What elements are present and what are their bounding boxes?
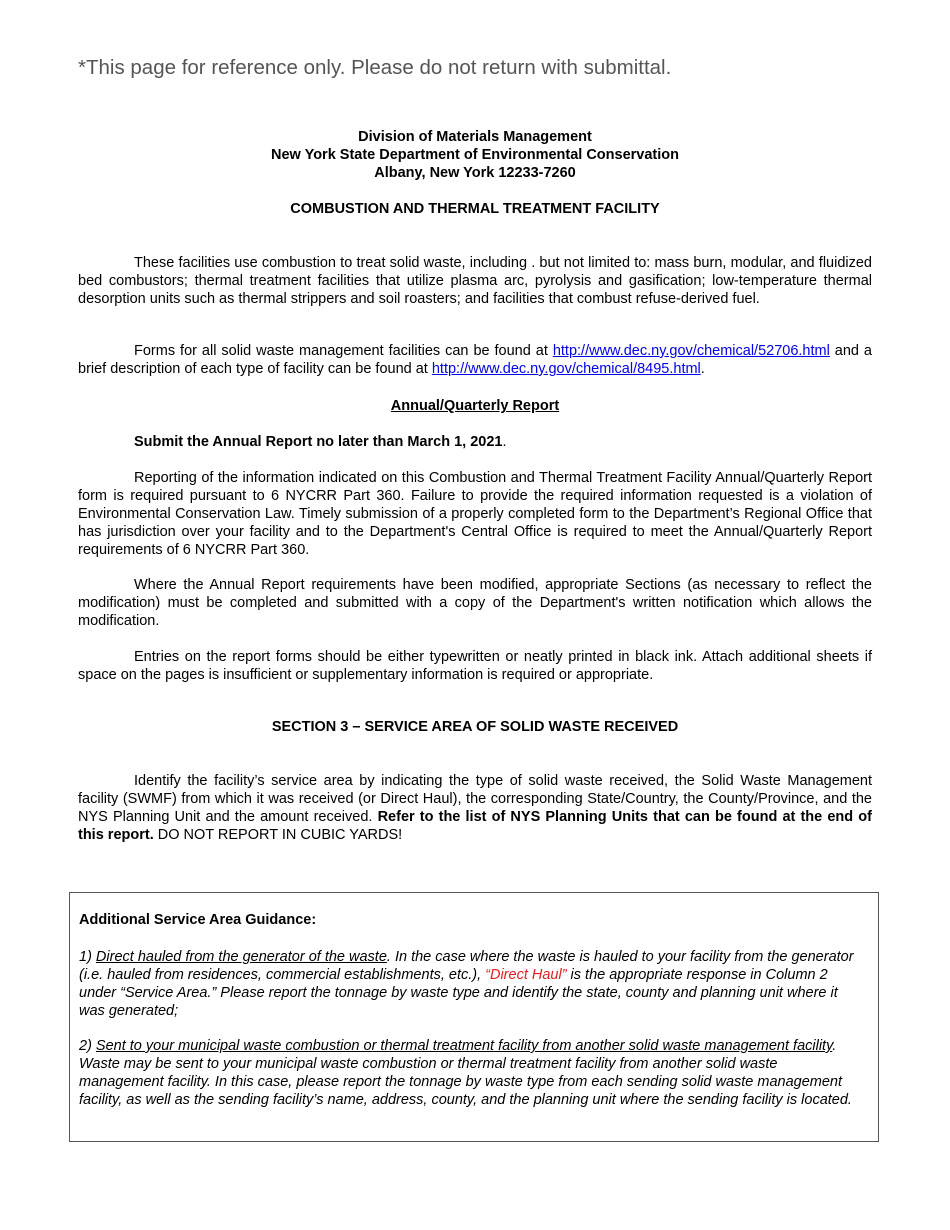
- deadline-text: Submit the Annual Report no later than March 1, 2021: [134, 434, 503, 450]
- item1-direct-haul-term: “Direct Haul”: [485, 967, 567, 983]
- item2-heading: Sent to your municipal waste combustion or thermal treatment facility from another solid waste management facility: [95, 1038, 833, 1054]
- item1-number: 1): [79, 949, 96, 965]
- section3-text: Identify the facility’s service area by indicating the type of solid waste received, the Solid Waste Management facility (SWMF) from which it was received (or Direct Haul), the corresponding State/Country, the County/Province, and the NYS Planning Unit and the amount received.: [78, 773, 872, 825]
- section3-tail: DO NOT REPORT IN CUBIC YARDS!: [153, 827, 403, 843]
- section3-paragraph: [78, 772, 872, 844]
- department-name: New York State Department of Environmental Conservation: [271, 147, 679, 163]
- section3-bold-text: Refer to the list of NYS Planning Units that can be found at the end of this report.: [78, 809, 872, 843]
- facility-types-link[interactable]: http://www.dec.ny.gov/chemical/8495.html: [431, 361, 701, 377]
- guidance-item-direct-haul: [79, 948, 865, 1020]
- reporting-paragraph: Reporting of the information indicated on this Combustion and Thermal Treatment Facility Annual/Quarterly Report form is required pursuant to 6 NYCRR Part 360. Failure to provide the required information requested is a violation of Environmental Conservation Law. Timely submission of a properly completed form to the Department’s Regional Office that has jurisdiction over your facility and to the Department's Central Office is required to meet the Annual/Quarterly Report requirements of 6 NYCRR Part 360.: [78, 470, 872, 558]
- forms-paragraph: [78, 342, 872, 378]
- forms-text-3: .: [700, 361, 705, 377]
- item1-heading: Direct hauled from the generator of the waste: [95, 949, 387, 965]
- forms-link[interactable]: http://www.dec.ny.gov/chemical/52706.html: [552, 343, 830, 359]
- annual-report-heading: Annual/Quarterly Report: [390, 398, 560, 414]
- item1-text-b: is the appropriate response in Column 2 under “Service Area.” Please report the tonnage by waste type and identify the state, county and planning unit where it was generated;: [79, 967, 838, 1019]
- forms-text-2: and a brief description of each type of facility can be found at: [78, 343, 872, 377]
- division-name: Division of Materials Management: [358, 129, 592, 145]
- item2-text: . Waste may be sent to your municipal waste combustion or thermal treatment facility from another solid waste management facility. In this case, please report the tonnage by waste type from each sending solid waste management facility, as well as the sending facility’s name, address, county, and the planning unit where the sending facility is located.: [79, 1038, 852, 1108]
- guidance-box: [69, 892, 879, 1142]
- reference-note: *This page for reference only. Please do not return with submittal.: [78, 56, 672, 79]
- intro-paragraph: These facilities use combustion to treat solid waste, including . but not limited to: mass burn, modular, and fluidized bed combustors; thermal treatment facilities that utilize plasma arc, pyrolysis and gasification; low-temperature thermal desorption units such as thermal strippers and soil roasters; and facilities that combust refuse-derived fuel.: [78, 255, 872, 307]
- modification-paragraph: Where the Annual Report requirements have been modified, appropriate Sections (as necessary to reflect the modification) must be completed and submitted with a copy of the Department's written notification which allows the modification.: [78, 577, 872, 629]
- form-title: COMBUSTION AND THERMAL TREATMENT FACILITY: [290, 201, 660, 217]
- item2-number: 2): [79, 1038, 96, 1054]
- guidance-item-sent-from-facility: [79, 1037, 865, 1109]
- forms-text-1: Forms for all solid waste management facilities can be found at: [134, 343, 553, 359]
- guidance-title: Additional Service Area Guidance:: [79, 912, 317, 928]
- department-address: Albany, New York 12233-7260: [374, 165, 576, 181]
- deadline-tail: .: [502, 434, 507, 450]
- entries-paragraph: Entries on the report forms should be either typewritten or neatly printed in black ink. Attach additional sheets if space on the pages is insufficient or supplementary information is required or appropriate.: [78, 649, 872, 683]
- item1-text-a: . In the case where the waste is hauled to your facility from the generator (i.e. hauled from residences, commercial establishments, etc.),: [79, 949, 854, 983]
- deadline-line: [78, 433, 872, 451]
- section3-heading: SECTION 3 – SERVICE AREA OF SOLID WASTE RECEIVED: [271, 719, 679, 735]
